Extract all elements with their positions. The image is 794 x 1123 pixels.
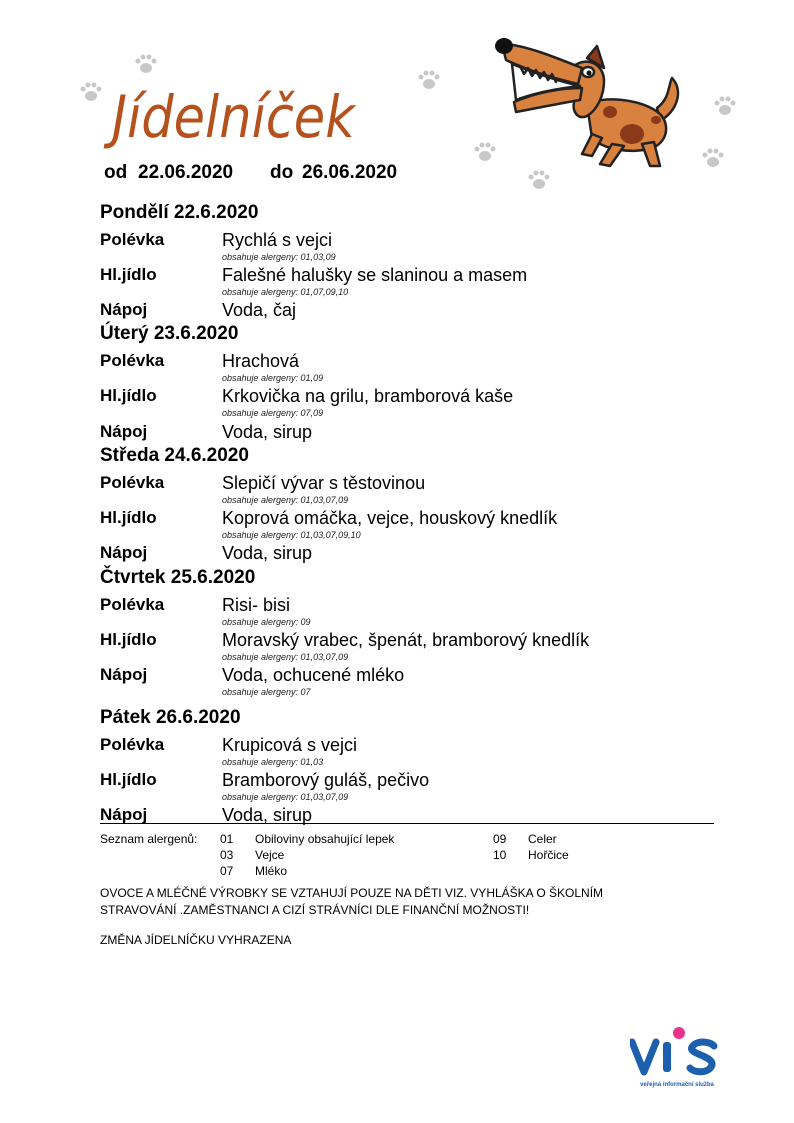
main-label: Hl.jídlo: [100, 770, 157, 789]
main-label: Hl.jídlo: [100, 386, 157, 405]
date-from: 22.06.2020: [138, 162, 234, 183]
main-dish: Bramborový guláš, pečivo: [222, 770, 430, 790]
main-label: Hl.jídlo: [100, 508, 157, 527]
drink-label: Nápoj: [100, 422, 148, 441]
soup-name: Krupicová s vejci: [222, 735, 358, 755]
note-line: STRAVOVÁNÍ .ZAMĚSTNANCI A CIZÍ STRÁVNÍCI DLE FINANČNÍ MOŽNOSTI!: [100, 903, 530, 917]
day-heading: Středa 24.6.2020: [100, 445, 249, 466]
day-heading: Pondělí 22.6.2020: [100, 202, 259, 223]
drink-label: Nápoj: [100, 665, 148, 684]
page-title: Jídelníček: [112, 83, 355, 151]
main-dish: Moravský vrabec, špenát, bramborový knedlík: [222, 630, 590, 650]
main-allergens: obsahuje alergeny: 01,03,07,09,10: [222, 530, 361, 540]
soup-allergens: obsahuje alergeny: 01,03,09: [222, 252, 336, 262]
main-allergens: obsahuje alergeny: 01,03,07,09: [222, 652, 349, 662]
drink-label: Nápoj: [100, 543, 148, 562]
allergen-code: 03: [220, 848, 234, 862]
paw-print-icon: [133, 52, 159, 76]
main-allergens: obsahuje alergeny: 07,09: [222, 408, 324, 418]
divider: [100, 823, 714, 824]
paw-print-icon: [526, 168, 552, 192]
drink-label: Nápoj: [100, 805, 148, 824]
drink-name: Voda, sirup: [222, 422, 313, 442]
paw-print-icon: [78, 80, 104, 104]
soup-name: Risi- bisi: [222, 595, 291, 615]
soup-name: Hrachová: [222, 351, 300, 371]
day-heading: Čtvrtek 25.6.2020: [100, 567, 256, 588]
date-to-label: do: [270, 162, 294, 183]
soup-allergens: obsahuje alergeny: 09: [222, 617, 311, 627]
soup-label: Polévka: [100, 595, 165, 614]
allergen-code: 10: [493, 848, 507, 862]
drink-name: Voda, čaj: [222, 300, 297, 320]
paw-print-icon: [700, 146, 726, 170]
day-heading: Úterý 23.6.2020: [100, 323, 239, 344]
drink-name: Voda, sirup: [222, 805, 313, 825]
drink-name: Voda, sirup: [222, 543, 313, 563]
vis-logo: [630, 1024, 725, 1094]
soup-allergens: obsahuje alergeny: 01,09: [222, 373, 324, 383]
allergen-name: Hořčice: [528, 848, 569, 862]
note-line: OVOCE A MLÉČNÉ VÝROBKY SE VZTAHUJÍ POUZE NA DĚTI VIZ. VYHLÁŠKA O ŠKOLNÍM: [100, 886, 604, 900]
date-to: 26.06.2020: [302, 162, 398, 183]
logo-tagline: veřejná informační služba: [640, 1082, 714, 1088]
allergen-name: Mléko: [255, 864, 288, 878]
main-dish: Koprová omáčka, vejce, houskový knedlík: [222, 508, 558, 528]
soup-name: Slepičí vývar s těstovinou: [222, 473, 426, 493]
dog-illustration: [492, 26, 692, 171]
main-label: Hl.jídlo: [100, 630, 157, 649]
allergen-code: 07: [220, 864, 234, 878]
main-label: Hl.jídlo: [100, 265, 157, 284]
paw-print-icon: [712, 94, 738, 118]
paw-print-icon: [416, 68, 442, 92]
drink-allergens: obsahuje alergeny: 07: [222, 687, 311, 697]
main-dish: Krkovička na grilu, bramborová kaše: [222, 386, 514, 406]
note-line: ZMĚNA JÍDELNÍČKU VYHRAZENA: [100, 933, 292, 947]
main-allergens: obsahuje alergeny: 01,07,09,10: [222, 287, 349, 297]
soup-label: Polévka: [100, 473, 165, 492]
allergen-name: Vejce: [255, 848, 285, 862]
allergen-name: Obiloviny obsahující lepek: [255, 832, 395, 846]
drink-name: Voda, ochucené mléko: [222, 665, 405, 685]
soup-label: Polévka: [100, 735, 165, 754]
soup-name: Rychlá s vejci: [222, 230, 333, 250]
date-from-label: od: [104, 162, 128, 183]
allergen-code: 09: [493, 832, 507, 846]
soup-allergens: obsahuje alergeny: 01,03: [222, 757, 324, 767]
day-heading: Pátek 26.6.2020: [100, 707, 241, 728]
main-allergens: obsahuje alergeny: 01,03,07,09: [222, 792, 349, 802]
soup-label: Polévka: [100, 351, 165, 370]
allergen-code: 01: [220, 832, 234, 846]
soup-label: Polévka: [100, 230, 165, 249]
allergen-list-label: Seznam alergenů:: [100, 832, 198, 846]
main-dish: Falešné halušky se slaninou a masem: [222, 265, 528, 285]
allergen-name: Celer: [528, 832, 557, 846]
soup-allergens: obsahuje alergeny: 01,03,07,09: [222, 495, 349, 505]
drink-label: Nápoj: [100, 300, 148, 319]
